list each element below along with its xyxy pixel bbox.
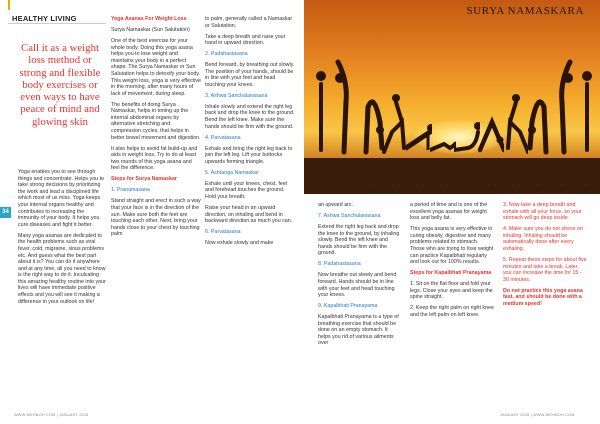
paragraph: Many yoga asanas are dedicated to the health problems such as viral fever, cold, migraine, sinus problems etc. And guess what the best part about it is? You can do it anywhere and at any time, all you need to know is the right way to do it. Inculcating this amazing healthy routine into your lives will have immediate positive effects and you will see it making a difference in your outlook on life!: [18, 232, 106, 305]
paragraph: to palm, generally called a Namaskar or Salutation.: [205, 16, 293, 29]
left-footer: WWW.WEHBOH.COM | JANUARY 2018: [14, 413, 89, 417]
step-heading: 5. Ashtanga Namaskar: [205, 169, 259, 176]
article-column-5: [410, 202, 494, 323]
pose-number: 10: [536, 182, 541, 187]
pose-figure: [406, 52, 432, 158]
step-heading: 2. Padahastasana: [205, 51, 248, 58]
step-heading: 4. Parvatasana: [205, 134, 241, 141]
paragraph: Yoga enables you to see through things and concentrate. Helps you to take strong decisions by prioritizing the work and lead a disciplined life which most of us miss. Yoga keeps your internal organs healthy and contributes to increasing the immunity of your body. It helps you cure diseases and fight it better.: [18, 169, 104, 228]
pose-number: 4: [392, 182, 395, 187]
top-accent-rule: [8, 0, 10, 10]
pose-figure: [550, 52, 576, 158]
pose-number: 8: [488, 182, 491, 187]
pose-number: 1: [320, 182, 323, 187]
paragraph: Exhale and bring the right leg back to join the left leg. Lift your buttocks upwards forming triangle.: [205, 145, 293, 165]
pose-figure: [502, 52, 528, 158]
paragraph: Extend the right leg back and drop the knee to the ground, by inhaling slowly. Bend the left knee and hands should be firm with the ground.: [318, 223, 400, 257]
paragraph: 5. Repeat these steps for about five minutes and take a break. Later, you can increase the time for 15 - 30 minutes.: [503, 256, 587, 283]
pose-number: 12: [584, 182, 589, 187]
paragraph: Exhale until your knees, chest, feet and forehead touches the ground. Hold your breath.: [205, 180, 288, 200]
paragraph: 4. Make sure you do not stress on inhaling. Inhaling should be automatically done after every exhaling.: [503, 226, 583, 252]
paragraph: Surya Namaskar (Sun Salutation): [111, 26, 190, 33]
step-heading: 8. Padahastasana: [318, 261, 361, 268]
paragraph: Bend forward, by breathing out slowly. The position of your hands, should be in line with your feet and head touching your knees.: [205, 62, 295, 88]
paragraph: a period of time and is one of the excellent yoga asanas for weight loss and belly fat.: [410, 202, 488, 222]
pose-figure: [526, 52, 552, 158]
article-column-6: [503, 202, 587, 312]
paragraph: an upward arc.: [318, 202, 354, 208]
paragraph: One of the best exercise for your whole body. Doing this yoga asana helps you to lose weight and maintains your body in a perfect shape. The Surya Namaskar or Sun Salutation helps to detoxify your body. This weight loss, yoga is very effective in the morning, after many hours of lack of movement, during sleep.: [111, 37, 201, 97]
pose-figure: [358, 52, 384, 158]
paragraph: This yoga asana is very effective in curing obesity, digestive and many problems related to stomach. Those who are trying to lose weight can practice Kapalbhati regularly and look out for 100% results.: [410, 226, 494, 266]
pose-figure: [454, 52, 480, 158]
step-heading: 7. Ashwa Sanchalanasana: [318, 212, 381, 219]
pose-number: 11: [560, 182, 565, 187]
pose-figure: [310, 52, 336, 158]
article-column-2: [111, 16, 201, 242]
pose-number: 5: [416, 182, 419, 187]
paragraph: It also helps to avoid fat build-up and aids in weight loss. Try to do at least two rounds of this yoga asana and feel the difference.: [111, 145, 198, 172]
pose-number: 3: [368, 182, 371, 187]
image-title: SURYA NAMASKARA: [466, 5, 584, 17]
pose-figure: [478, 52, 504, 158]
pose-number: 2: [344, 182, 347, 187]
article-column-3: [205, 16, 295, 251]
paragraph: Take a deep breath and raise your hand in upward direction.: [205, 33, 286, 47]
step-heading: 9. Kapalbhati Pranayama: [318, 303, 378, 310]
subheading-weight-loss: Yoga Asanas For Weight Loss: [111, 16, 187, 22]
paragraph: Now exhale slowly and make: [205, 240, 274, 247]
warning-note: Do not practice this yoga asana fast, and should be done with a medium speed!: [503, 287, 583, 307]
step-heading: 3. Ashwa Sanchalanasana: [205, 92, 268, 99]
pull-quote: Call it as a weight loss method or strong and flexible body exercises or even ways to have peace of mind and glowing skin: [19, 42, 101, 128]
paragraph: 3. Now take a deep breath and exhale with all your force, so your stomach will go deep inside.: [503, 202, 582, 222]
pose-number: 9: [512, 182, 515, 187]
pose-figure: [574, 52, 600, 158]
paragraph: 2. Keep the right palm on right knee and the left palm on left knee.: [410, 305, 494, 318]
subheading-steps: Steps for Surya Namaskar: [111, 176, 177, 183]
step-heading: 6. Parvatasana: [205, 229, 241, 236]
subheading-kapalbhati-steps: Steps for Kapalbhati Pranayama: [410, 270, 492, 277]
pose-figure: [382, 52, 408, 158]
page-number: 34: [0, 207, 11, 218]
pose-number: 6: [440, 182, 443, 187]
section-divider: [8, 23, 106, 24]
surya-namaskara-photo: [304, 0, 600, 194]
paragraph: 1. Sit on the flat floor and fold your legs. Close your eyes and keep the spine straight.: [410, 281, 493, 301]
section-heading: HEALTHY LIVING: [12, 14, 77, 23]
paragraph: Now breathe out slowly and bend forward. Hands should be in line with your feet and head touching your knees.: [318, 272, 397, 299]
ground-silhouette: [304, 158, 600, 194]
pose-number: 7: [464, 182, 467, 187]
paragraph: Inhale slowly and extend the right leg back and drop the knee to the ground. Bend the left knee. Make sure the hands should be firm with the ground.: [205, 103, 295, 130]
right-footer: JANUARY 2018 | WWW.WEHBOH.COM: [500, 413, 575, 417]
paragraph: Raise your head in an upward direction, on inhaling and bend in backward direction as much you can.: [205, 204, 293, 225]
pose-figure: [430, 52, 456, 158]
paragraph: The benefits of doing Surya Namaskar, helps in toning up the internal abdominal organs by alternative stretching and compression cycles, that helps in better bowel movement and digestion.: [111, 101, 201, 141]
paragraph: Stand straight and erect in such a way that your face is in the direction of the sun. Make sure both the feet are touching each other. Next, bring your hands close to your chest by touching palm: [111, 198, 201, 238]
step-heading: 1. Pranamasana: [111, 187, 150, 194]
article-column-1: [18, 169, 106, 310]
paragraph: Kapalbhati Pranayama is a type of breathing exercise that should be done on an empty stomach. It helps you rid of various ailments over: [318, 314, 399, 347]
pose-figure: [334, 52, 360, 158]
article-column-4: [318, 202, 400, 351]
